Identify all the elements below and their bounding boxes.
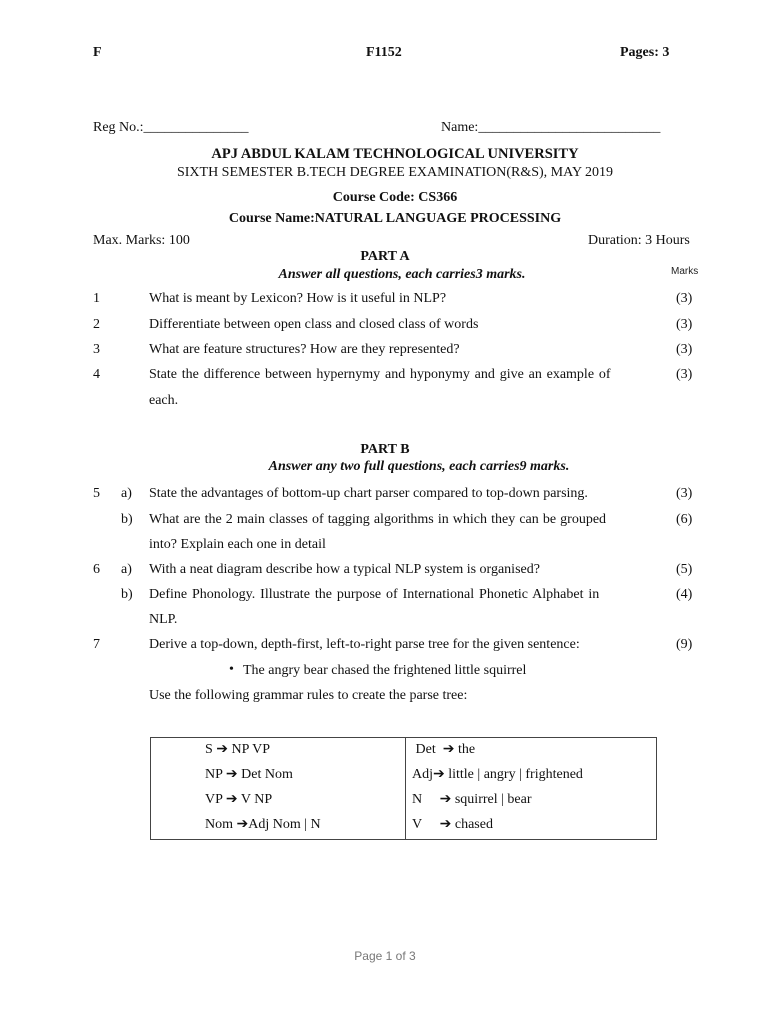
question-text-continued: each. xyxy=(149,393,179,408)
question-marks: (3) xyxy=(676,342,693,357)
question-number: 1 xyxy=(93,291,100,306)
rule-lhs: VP xyxy=(205,792,223,807)
rule-rhs: the xyxy=(457,742,476,757)
subquestion-label: a) xyxy=(121,486,132,501)
question-marks: (3) xyxy=(676,317,693,332)
question-text: With a neat diagram describe how a typical NLP system is organised? xyxy=(149,562,540,577)
part-a-heading: PART A xyxy=(360,249,410,264)
part-b-heading: PART B xyxy=(360,442,410,457)
reg-no-field: Reg No.:_______________ xyxy=(93,120,249,135)
subquestion-label: a) xyxy=(121,562,132,577)
rule-lhs: Nom xyxy=(205,817,233,832)
question-number: 5 xyxy=(93,486,100,501)
arrow-icon: ➔ xyxy=(439,792,452,807)
grammar-rules-table xyxy=(150,737,657,840)
subquestion-label: b) xyxy=(121,587,133,602)
question-number: 4 xyxy=(93,367,100,382)
rule-rhs: squirrel | bear xyxy=(454,792,532,807)
question-number: 3 xyxy=(93,342,100,357)
lexicon-rule xyxy=(412,814,656,839)
question-marks: (3) xyxy=(676,367,693,382)
question-text-continued: NLP. xyxy=(149,612,178,627)
lexicon-rule xyxy=(412,789,656,814)
question-marks: (3) xyxy=(676,486,693,501)
lexicon-rule xyxy=(412,764,656,789)
arrow-icon: ➔ xyxy=(225,767,238,782)
arrow-icon: ➔ xyxy=(433,767,445,782)
name-field: Name:__________________________ xyxy=(441,120,661,135)
exam-title: SIXTH SEMESTER B.TECH DEGREE EXAMINATION(R&S), MAY 2019 xyxy=(176,165,614,180)
arrow-icon: ➔ xyxy=(225,792,238,807)
question-marks: (9) xyxy=(676,637,693,652)
marks-label: Marks xyxy=(671,266,699,277)
arrow-icon: ➔ xyxy=(236,817,249,832)
rule-lhs: Det xyxy=(415,742,436,757)
question-marks: (3) xyxy=(676,291,693,306)
question-text: Derive a top-down, depth-first, left-to-right parse tree for the given sentence: xyxy=(149,637,580,652)
rule-lhs: N xyxy=(412,792,423,807)
rule-lhs: Adj xyxy=(412,767,433,782)
rule-rhs: Adj Nom | N xyxy=(248,817,321,832)
university-title: APJ ABDUL KALAM TECHNOLOGICAL UNIVERSITY xyxy=(211,146,579,162)
page-count: Pages: 3 xyxy=(620,45,670,60)
question-text: Define Phonology. Illustrate the purpose of International Phonetic Alphabet in xyxy=(149,587,600,602)
grammar-rule xyxy=(205,789,405,814)
page-footer: Page 1 of 3 xyxy=(354,949,416,963)
arrow-icon: ➔ xyxy=(216,742,229,757)
question-marks: (4) xyxy=(676,587,693,602)
question-text: State the advantages of bottom-up chart parser compared to top-down parsing. xyxy=(149,486,588,501)
paper-code: F1152 xyxy=(366,45,402,60)
question-text: Differentiate between open class and closed class of words xyxy=(149,317,479,332)
grammar-rule xyxy=(205,764,405,789)
part-a-instruction: Answer all questions, each carries3 marks. xyxy=(278,267,526,282)
grammar-rule xyxy=(205,739,405,764)
rule-lhs: V xyxy=(412,817,423,832)
rule-lhs: S xyxy=(205,742,213,757)
example-sentence: The angry bear chased the frightened little squirrel xyxy=(243,663,527,678)
part-b-instruction: Answer any two full questions, each carries9 marks. xyxy=(268,459,570,474)
course-code: Course Code: CS366 xyxy=(332,190,458,205)
max-marks: Max. Marks: 100 xyxy=(93,233,190,248)
question-marks: (5) xyxy=(676,562,693,577)
arrow-icon: ➔ xyxy=(439,817,452,832)
lexicon-rule xyxy=(412,739,656,764)
rule-rhs: NP VP xyxy=(231,742,271,757)
grammar-rule xyxy=(205,814,405,839)
bullet-icon: • xyxy=(229,662,234,677)
question-number: 6 xyxy=(93,562,100,577)
question-number: 7 xyxy=(93,637,100,652)
question-marks: (6) xyxy=(676,512,693,527)
rule-rhs: Det Nom xyxy=(241,767,293,782)
subquestion-label: b) xyxy=(121,512,133,527)
header-left-code: F xyxy=(93,45,102,60)
question-text-continued: into? Explain each one in detail xyxy=(149,537,326,552)
course-name: Course Name:NATURAL LANGUAGE PROCESSING xyxy=(228,211,562,226)
rule-rhs: little | angry | frightened xyxy=(448,767,583,782)
grammar-column-right xyxy=(406,738,657,840)
rule-lhs: NP xyxy=(205,767,223,782)
question-text: What are feature structures? How are they represented? xyxy=(149,342,460,357)
grammar-instruction: Use the following grammar rules to create the parse tree: xyxy=(149,688,468,703)
rule-rhs: V NP xyxy=(240,792,273,807)
arrow-icon: ➔ xyxy=(442,742,455,757)
question-text: State the difference between hypernymy and hyponymy and give an example of xyxy=(149,367,611,382)
question-number: 2 xyxy=(93,317,100,332)
duration: Duration: 3 Hours xyxy=(588,233,690,248)
grammar-column-left xyxy=(151,738,406,840)
rule-rhs: chased xyxy=(454,817,493,832)
question-text: What is meant by Lexicon? How is it useful in NLP? xyxy=(149,291,447,306)
question-text: What are the 2 main classes of tagging algorithms in which they can be grouped xyxy=(149,512,607,527)
